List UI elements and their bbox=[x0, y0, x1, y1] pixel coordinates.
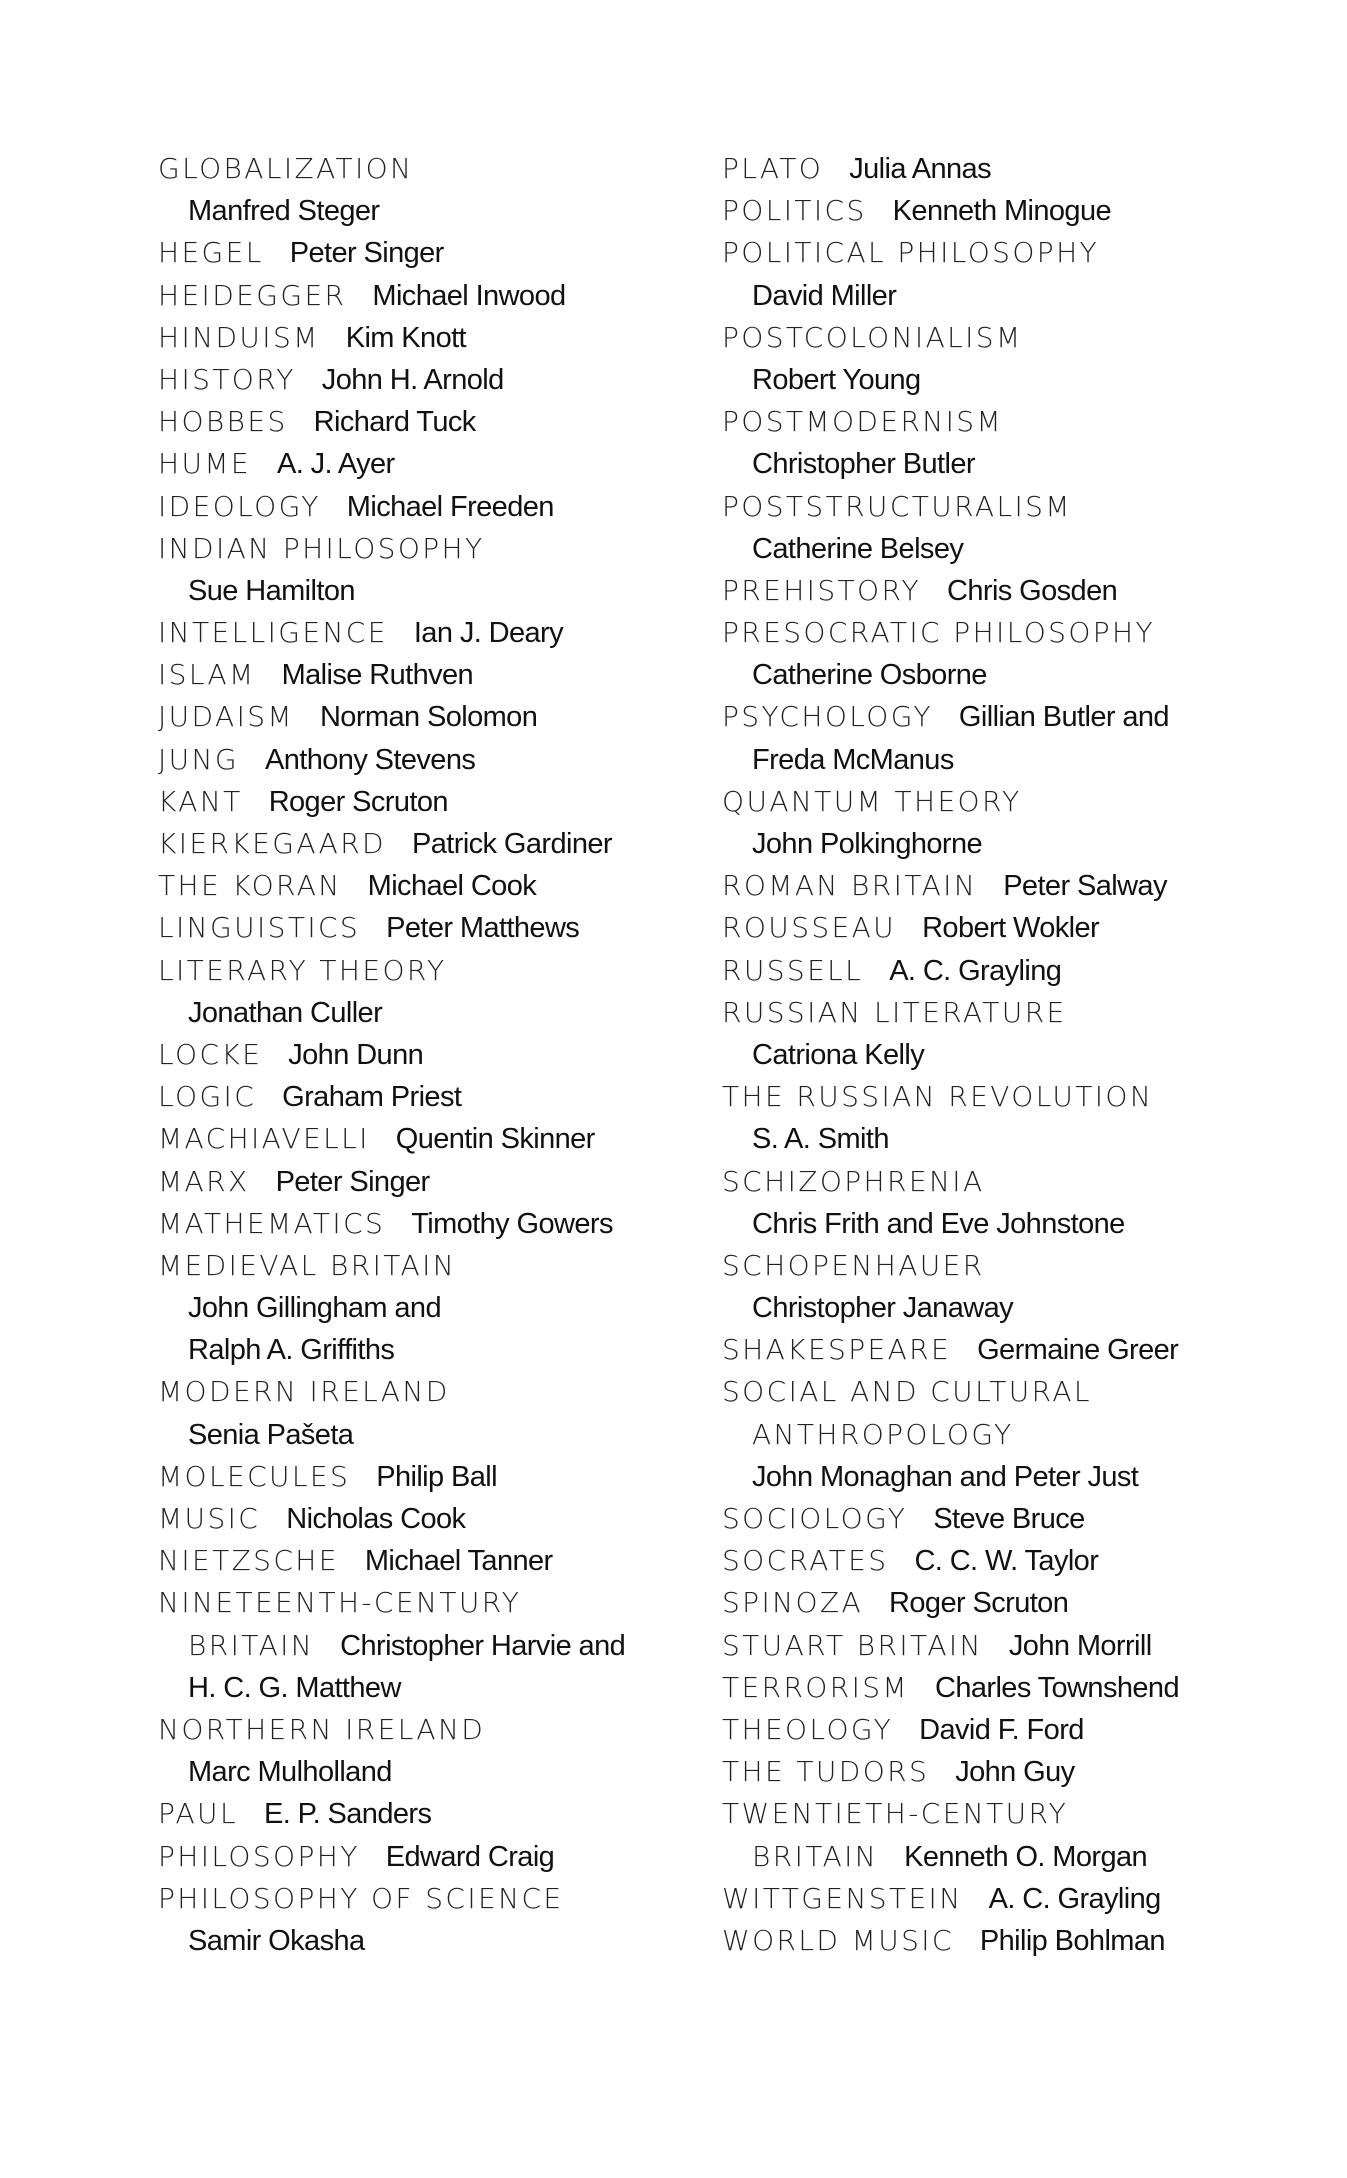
author-name: Charles Townshend bbox=[935, 1671, 1179, 1704]
book-title: STUART BRITAIN bbox=[722, 1628, 983, 1662]
book-title: THE TUDORS bbox=[722, 1755, 930, 1789]
book-entry bbox=[158, 781, 678, 823]
book-entry bbox=[722, 1582, 1282, 1624]
author-name: Robert Young bbox=[752, 363, 921, 396]
book-entry bbox=[158, 907, 678, 949]
author-continuation-line bbox=[722, 359, 1282, 401]
book-title: SPINOZA bbox=[722, 1586, 864, 1620]
author-continuation-line bbox=[722, 823, 1282, 865]
title-continuation-line bbox=[158, 1625, 678, 1667]
book-title: HINDUISM bbox=[158, 320, 320, 354]
book-title: SHAKESPEARE bbox=[722, 1333, 952, 1367]
book-entry bbox=[158, 1709, 678, 1751]
author-name: Peter Singer bbox=[275, 1165, 430, 1198]
author-continuation-line bbox=[722, 1203, 1282, 1245]
book-title: BRITAIN bbox=[752, 1839, 879, 1873]
author-continuation-line bbox=[722, 443, 1282, 485]
author-name: Chris Gosden bbox=[947, 574, 1118, 607]
author-name: Germaine Greer bbox=[977, 1334, 1179, 1367]
author-name: David Miller bbox=[752, 279, 897, 312]
book-title: HUME bbox=[158, 447, 251, 481]
author-name: Philip Ball bbox=[376, 1460, 497, 1493]
author-continuation-line bbox=[722, 1287, 1282, 1329]
book-title: ANTHROPOLOGY bbox=[752, 1417, 1014, 1451]
author-name: C. C. W. Taylor bbox=[914, 1545, 1099, 1578]
book-entry bbox=[722, 401, 1282, 443]
book-entry bbox=[158, 950, 678, 992]
author-name: Robert Wokler bbox=[922, 912, 1100, 945]
book-title: ROMAN BRITAIN bbox=[722, 869, 978, 903]
book-title: HEIDEGGER bbox=[158, 278, 347, 312]
book-entry bbox=[722, 1709, 1282, 1751]
book-entry bbox=[158, 612, 678, 654]
author-name: Graham Priest bbox=[282, 1081, 462, 1114]
author-name: Peter Singer bbox=[289, 237, 444, 270]
author-name: Malise Ruthven bbox=[281, 659, 474, 692]
book-entry bbox=[158, 1498, 678, 1540]
author-name: Roger Scruton bbox=[268, 785, 448, 818]
author-continuation-line bbox=[158, 570, 678, 612]
author-name: Ian J. Deary bbox=[413, 617, 563, 650]
book-entry bbox=[158, 1371, 678, 1413]
book-title: LITERARY THEORY bbox=[158, 953, 447, 987]
book-title: LOGIC bbox=[158, 1080, 257, 1114]
book-entry bbox=[722, 486, 1282, 528]
book-entry bbox=[722, 1793, 1282, 1835]
author-name: John Guy bbox=[955, 1756, 1075, 1789]
author-name: Sue Hamilton bbox=[188, 574, 355, 607]
book-entry bbox=[158, 1456, 678, 1498]
author-name: Richard Tuck bbox=[313, 406, 476, 439]
book-entry bbox=[722, 1540, 1282, 1582]
author-name: E. P. Sanders bbox=[263, 1798, 432, 1831]
book-title: ISLAM bbox=[158, 658, 256, 692]
author-name: Steve Bruce bbox=[933, 1503, 1085, 1535]
book-title: POSTSTRUCTURALISM bbox=[722, 489, 1072, 523]
book-entry bbox=[158, 1582, 678, 1624]
book-entry bbox=[722, 570, 1282, 612]
book-title: QUANTUM THEORY bbox=[722, 784, 1022, 818]
author-name: Edward Craig bbox=[385, 1840, 555, 1873]
right-column bbox=[722, 148, 1282, 1962]
book-entry bbox=[158, 1878, 678, 1920]
book-title: SCHOPENHAUER bbox=[722, 1248, 985, 1282]
book-entry bbox=[158, 1245, 678, 1287]
book-entry bbox=[722, 1371, 1282, 1413]
author-name: Christopher Butler bbox=[752, 448, 975, 481]
book-title: PHILOSOPHY OF SCIENCE bbox=[158, 1881, 564, 1915]
author-name: John H. Arnold bbox=[321, 363, 504, 396]
book-title: NIETZSCHE bbox=[158, 1544, 339, 1578]
book-title: TERRORISM bbox=[722, 1670, 909, 1704]
author-name: David F. Ford bbox=[919, 1713, 1084, 1746]
author-name: Catherine Belsey bbox=[752, 532, 964, 565]
author-name: Chris Frith and Eve Johnstone bbox=[752, 1207, 1125, 1240]
author-name: Philip Bohlman bbox=[979, 1924, 1165, 1957]
book-entry bbox=[722, 1161, 1282, 1203]
book-entry bbox=[158, 1793, 678, 1835]
book-entry bbox=[158, 148, 678, 190]
book-title: MARX bbox=[158, 1164, 250, 1198]
book-entry bbox=[722, 1076, 1282, 1118]
book-title: RUSSELL bbox=[722, 953, 864, 987]
book-title: WITTGENSTEIN bbox=[722, 1881, 963, 1915]
book-title: THE KORAN bbox=[158, 869, 342, 903]
book-entry bbox=[722, 950, 1282, 992]
book-title: NINETEENTH-CENTURY bbox=[158, 1586, 522, 1620]
book-title: INTELLIGENCE bbox=[158, 616, 388, 650]
book-entry bbox=[158, 696, 678, 738]
author-continuation-line bbox=[158, 992, 678, 1034]
author-name: Anthony Stevens bbox=[265, 743, 476, 776]
book-entry bbox=[158, 232, 678, 274]
book-title: THE RUSSIAN REVOLUTION bbox=[722, 1080, 1154, 1114]
book-entry bbox=[158, 739, 678, 781]
author-continuation-line bbox=[158, 1414, 678, 1456]
author-continuation-line bbox=[158, 1920, 678, 1962]
author-name: Samir Okasha bbox=[188, 1924, 365, 1957]
author-name: Michael Cook bbox=[367, 870, 537, 903]
author-name: Manfred Steger bbox=[188, 195, 380, 228]
book-title: PSYCHOLOGY bbox=[722, 700, 933, 734]
author-name: Norman Solomon bbox=[319, 701, 538, 734]
book-entry bbox=[158, 1118, 678, 1160]
author-continuation-line bbox=[722, 1118, 1282, 1160]
author-continuation-line bbox=[722, 275, 1282, 317]
author-name: John Dunn bbox=[288, 1038, 424, 1071]
book-entry bbox=[158, 865, 678, 907]
author-name: Catherine Osborne bbox=[752, 659, 987, 692]
author-name: Gillian Butler and bbox=[958, 701, 1169, 734]
book-title: SCHIZOPHRENIA bbox=[722, 1164, 985, 1198]
book-entry bbox=[722, 317, 1282, 359]
book-entry bbox=[158, 528, 678, 570]
author-name: Marc Mulholland bbox=[188, 1756, 392, 1789]
book-title: HOBBES bbox=[158, 405, 288, 439]
author-name: Christopher Janaway bbox=[752, 1292, 1014, 1325]
book-title: POLITICAL PHILOSOPHY bbox=[722, 236, 1100, 270]
book-title: PLATO bbox=[722, 152, 824, 185]
book-title: JUNG bbox=[158, 742, 239, 776]
author-name: Christopher Harvie and bbox=[340, 1629, 626, 1662]
author-name: Kenneth O. Morgan bbox=[904, 1840, 1148, 1873]
book-entry bbox=[158, 1836, 678, 1878]
book-entry bbox=[722, 232, 1282, 274]
author-continuation-line bbox=[158, 1751, 678, 1793]
author-name: Freda McManus bbox=[752, 743, 954, 776]
book-entry bbox=[722, 148, 1282, 190]
book-title: SOCRATES bbox=[722, 1544, 889, 1578]
book-entry bbox=[158, 1076, 678, 1118]
book-title: PAUL bbox=[158, 1797, 238, 1831]
book-entry bbox=[158, 654, 678, 696]
author-continuation-line bbox=[158, 1667, 678, 1709]
author-name: A. C. Grayling bbox=[889, 954, 1062, 987]
author-name: John Polkinghorne bbox=[752, 828, 983, 860]
author-continuation-line bbox=[722, 654, 1282, 696]
book-title: MODERN IRELAND bbox=[158, 1375, 450, 1409]
book-entry bbox=[722, 612, 1282, 654]
book-entry bbox=[722, 190, 1282, 232]
author-continuation-line bbox=[722, 1456, 1282, 1498]
author-name: Jonathan Culler bbox=[188, 996, 383, 1029]
author-name: John Gillingham and bbox=[188, 1292, 441, 1325]
book-entry bbox=[158, 317, 678, 359]
book-entry bbox=[722, 992, 1282, 1034]
book-entry bbox=[722, 1751, 1282, 1793]
book-title: LOCKE bbox=[158, 1037, 263, 1071]
book-entry bbox=[158, 1203, 678, 1245]
book-entry bbox=[722, 1667, 1282, 1709]
book-entry bbox=[158, 401, 678, 443]
author-name: Roger Scruton bbox=[889, 1587, 1069, 1620]
author-continuation-line bbox=[158, 1287, 678, 1329]
book-title: POLITICS bbox=[722, 194, 867, 228]
author-name: Kim Knott bbox=[345, 321, 467, 354]
book-title: MACHIAVELLI bbox=[158, 1122, 370, 1156]
author-name: H. C. G. Matthew bbox=[188, 1671, 401, 1704]
book-entry bbox=[158, 1540, 678, 1582]
title-continuation-line bbox=[722, 1414, 1282, 1456]
author-name: Kenneth Minogue bbox=[892, 195, 1112, 228]
author-name: Michael Inwood bbox=[372, 279, 566, 312]
book-title: THEOLOGY bbox=[722, 1712, 894, 1746]
book-entry bbox=[158, 443, 678, 485]
book-entry bbox=[722, 1920, 1282, 1962]
book-entry bbox=[722, 907, 1282, 949]
author-continuation-line bbox=[722, 739, 1282, 781]
book-entry bbox=[158, 1161, 678, 1203]
book-title: ROUSSEAU bbox=[722, 911, 897, 945]
book-title: GLOBALIZATION bbox=[158, 152, 414, 185]
book-entry bbox=[158, 275, 678, 317]
book-entry bbox=[722, 696, 1282, 738]
author-name: Nicholas Cook bbox=[286, 1503, 466, 1535]
book-entry bbox=[158, 1034, 678, 1076]
book-title: POSTMODERNISM bbox=[722, 405, 1004, 439]
book-title: MOLECULES bbox=[158, 1459, 351, 1493]
book-title: KIERKEGAARD bbox=[158, 827, 387, 860]
author-name: Senia Pašeta bbox=[188, 1418, 354, 1451]
author-name: Catriona Kelly bbox=[752, 1038, 925, 1071]
author-name: A. C. Grayling bbox=[988, 1882, 1161, 1915]
book-title: KANT bbox=[158, 784, 243, 818]
book-title: INDIAN PHILOSOPHY bbox=[158, 531, 485, 565]
book-entry bbox=[722, 1245, 1282, 1287]
book-title: POSTCOLONIALISM bbox=[722, 320, 1023, 354]
book-entry bbox=[722, 865, 1282, 907]
book-entry bbox=[722, 781, 1282, 823]
book-title: PHILOSOPHY bbox=[158, 1839, 360, 1873]
book-title: JUDAISM bbox=[158, 700, 294, 734]
book-title: WORLD MUSIC bbox=[722, 1923, 954, 1957]
author-name: A. J. Ayer bbox=[277, 448, 395, 481]
author-name: Michael Freeden bbox=[346, 490, 554, 523]
book-entry bbox=[158, 359, 678, 401]
book-entry bbox=[158, 486, 678, 528]
author-name: Michael Tanner bbox=[364, 1545, 553, 1578]
book-title: MATHEMATICS bbox=[158, 1206, 386, 1240]
book-title: PREHISTORY bbox=[722, 573, 922, 607]
book-entry bbox=[722, 1329, 1282, 1371]
book-entry bbox=[158, 823, 678, 865]
author-continuation-line bbox=[722, 1034, 1282, 1076]
book-title: IDEOLOGY bbox=[158, 489, 321, 523]
author-name: Julia Annas bbox=[849, 153, 991, 185]
book-title: SOCIOLOGY bbox=[722, 1502, 908, 1535]
author-name: Ralph A. Griffiths bbox=[188, 1334, 395, 1367]
book-title: HEGEL bbox=[158, 236, 264, 270]
author-name: Patrick Gardiner bbox=[412, 828, 612, 860]
book-title: NORTHERN IRELAND bbox=[158, 1712, 486, 1746]
book-entry bbox=[722, 1878, 1282, 1920]
author-continuation-line bbox=[158, 190, 678, 232]
author-name: Timothy Gowers bbox=[411, 1207, 613, 1240]
book-title: PRESOCRATIC PHILOSOPHY bbox=[722, 616, 1156, 650]
book-title: MEDIEVAL BRITAIN bbox=[158, 1248, 457, 1282]
book-title: BRITAIN bbox=[188, 1628, 315, 1662]
author-name: John Monaghan and Peter Just bbox=[752, 1460, 1139, 1493]
book-title: TWENTIETH-CENTURY bbox=[722, 1797, 1069, 1831]
author-name: Peter Matthews bbox=[386, 912, 580, 945]
author-continuation-line bbox=[722, 528, 1282, 570]
book-title: LINGUISTICS bbox=[158, 911, 361, 945]
author-name: John Morrill bbox=[1008, 1629, 1152, 1662]
book-title: MUSIC bbox=[158, 1502, 261, 1535]
book-title: SOCIAL AND CULTURAL bbox=[722, 1375, 1092, 1409]
book-title: HISTORY bbox=[158, 362, 296, 396]
title-continuation-line bbox=[722, 1836, 1282, 1878]
book-entry bbox=[722, 1625, 1282, 1667]
author-name: Quentin Skinner bbox=[395, 1123, 595, 1156]
author-continuation-line bbox=[158, 1329, 678, 1371]
book-title: RUSSIAN LITERATURE bbox=[722, 995, 1067, 1029]
book-entry bbox=[722, 1498, 1282, 1540]
author-name: S. A. Smith bbox=[752, 1123, 889, 1156]
left-column bbox=[158, 148, 678, 1962]
author-name: Peter Salway bbox=[1003, 870, 1167, 903]
